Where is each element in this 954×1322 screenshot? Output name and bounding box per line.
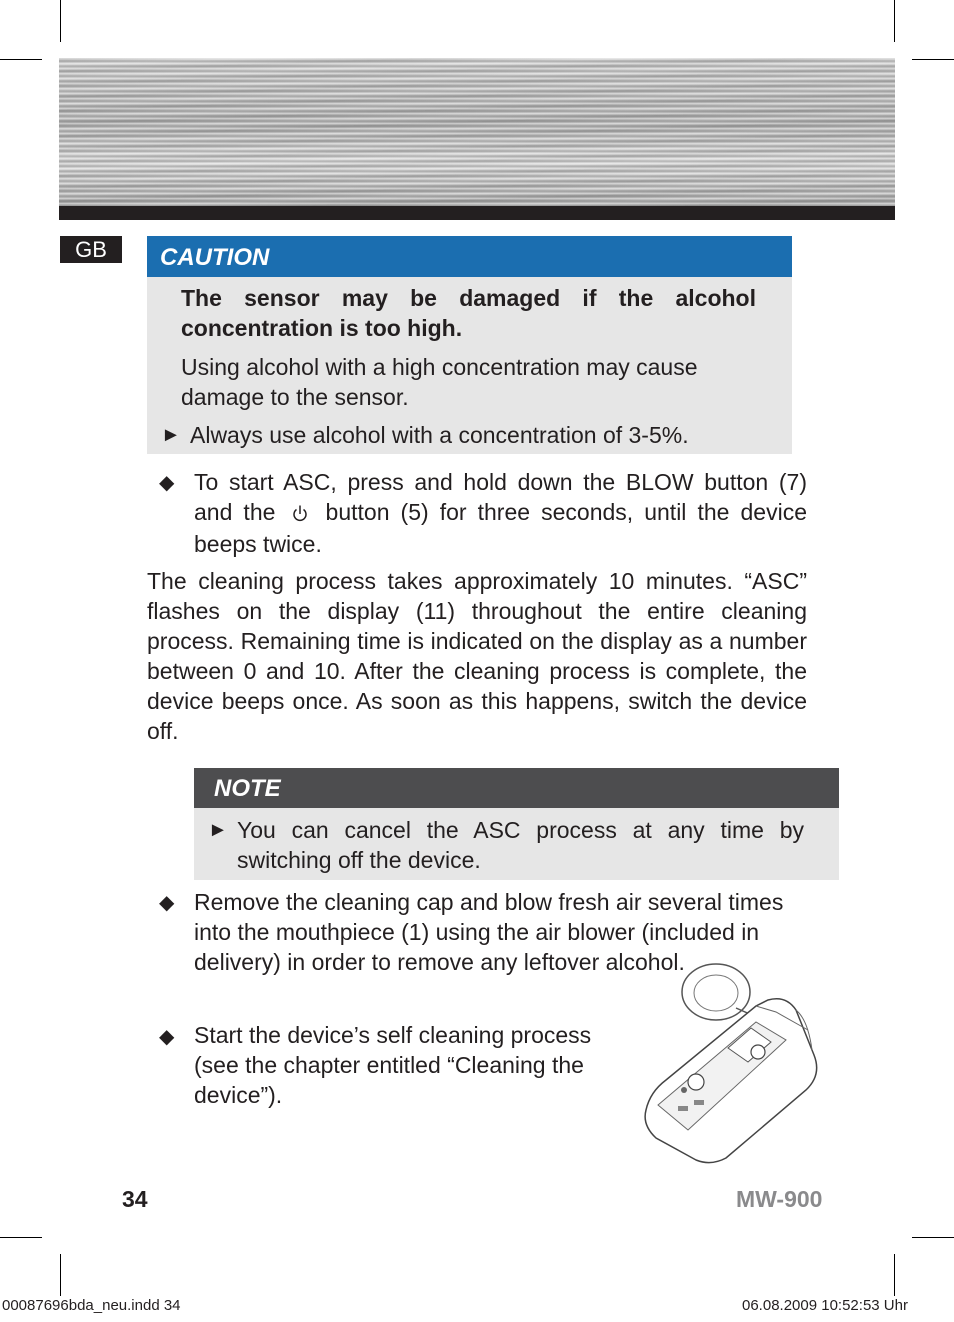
note-arrow-icon: ► bbox=[208, 819, 228, 841]
bullet-start-asc-post: button (5) for three seconds, until the device beeps twice. bbox=[194, 499, 807, 557]
bullet-diamond-icon: ◆ bbox=[159, 892, 175, 914]
caution-header bbox=[147, 236, 792, 277]
bullet-diamond-icon: ◆ bbox=[159, 472, 175, 494]
crop-mark bbox=[894, 1254, 895, 1296]
language-tab: GB bbox=[60, 236, 122, 263]
caution-title: CAUTION bbox=[160, 244, 270, 271]
crop-mark bbox=[912, 1237, 954, 1238]
page-number: 34 bbox=[122, 1186, 148, 1212]
bullet-self-clean: Start the device’s self cleaning process (see the chapter entitled “Cleaning the device”). bbox=[194, 1022, 592, 1108]
brushed-metal-banner bbox=[59, 58, 895, 206]
bullet-start-asc-pre: To start ASC, press and hold down the BLOW button (7) and the bbox=[194, 469, 807, 525]
bullet-start-asc bbox=[194, 467, 807, 559]
note-text: You can cancel the ASC process at any time by switching off the device. bbox=[237, 817, 804, 873]
banner-bar bbox=[59, 206, 895, 220]
bullet-remove-cap-text: Remove the cleaning cap and blow fresh air several times into the mouthpiece (1) using the air blower (included in delivery) in order to remove any leftover alcohol. bbox=[194, 889, 784, 975]
power-icon bbox=[292, 499, 308, 529]
note-title: NOTE bbox=[214, 775, 281, 802]
crop-mark bbox=[0, 1237, 42, 1238]
breathalyzer-device-illustration bbox=[636, 960, 826, 1170]
crop-mark bbox=[60, 1254, 61, 1296]
caution-arrow-icon: ► bbox=[161, 424, 181, 446]
note-header bbox=[194, 768, 839, 808]
caution-body-text: Using alcohol with a high concentration may cause damage to the sensor. bbox=[181, 354, 698, 410]
slug-timestamp: 06.08.2009 10:52:53 Uhr bbox=[742, 1297, 908, 1314]
bullet-diamond-icon: ◆ bbox=[159, 1026, 175, 1048]
crop-mark bbox=[0, 59, 42, 60]
slug-file-info: 00087696bda_neu.indd 34 bbox=[2, 1297, 181, 1314]
crop-mark bbox=[912, 59, 954, 60]
caution-instruction: Always use alcohol with a concentration of 3-5%. bbox=[190, 422, 689, 448]
crop-mark bbox=[60, 0, 61, 42]
cleaning-paragraph: The cleaning process takes approximately 10 minutes. “ASC” flashes on the display (11) throughout the entire cleaning process. Remaining time is indicated on the display as a number between 0 and 10. After the cleaning process is complete, the device beeps once. As soon as this happens, switch the device off. bbox=[147, 568, 807, 744]
caution-bold-text: The sensor may be damaged if the alcohol concentration is too high. bbox=[181, 285, 756, 341]
model-name: MW-900 bbox=[736, 1186, 823, 1212]
crop-mark bbox=[894, 0, 895, 42]
